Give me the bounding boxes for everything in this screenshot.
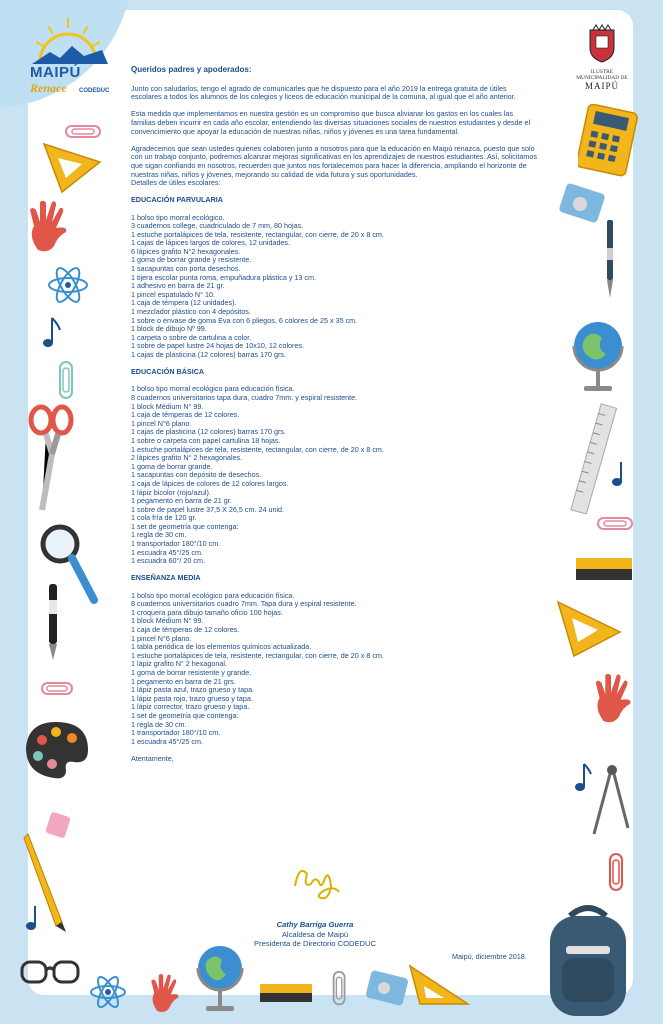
section-title-media: ENSEÑANZA MEDIA (131, 573, 201, 583)
glasses-icon (18, 956, 84, 992)
list-item: 1 regla de 30 cm. (131, 719, 187, 729)
list-item: 6 lápices grafito N°2 hexagonales. (131, 246, 241, 256)
municipality-line3: MAIPÚ (584, 81, 619, 91)
list-item: 1 lápiz bicolor (rojo/azul). (131, 487, 211, 497)
list-item: 1 transportador 180°/10 cm. (131, 539, 221, 549)
list-item: 1 caja de lápices de colores de 12 colores largos. (131, 478, 289, 488)
list-item: 1 escuadra 60°/ 20 cm. (131, 556, 205, 566)
list-item: 1 pincel N°6 plano. (131, 633, 192, 643)
list-item: 1 pincel N°6 plano. (131, 418, 192, 428)
municipality-line1: ILUSTRE (590, 69, 614, 75)
details-label: Detalles de útiles escolares: (131, 178, 221, 188)
eraser-icon-2 (258, 982, 314, 1004)
pen-icon (44, 580, 64, 664)
list-item: 1 estuche portalápices de tela, resistente, rectangular, con cierre, de 20 x 8 cm. (131, 650, 384, 660)
list-item: 1 sobre o envase de goma Eva con 6 pliegos, 6 colores de 25 x 35 cm. (131, 315, 358, 325)
paint-palette-icon (22, 718, 92, 782)
list-item: 1 caja de témpera (12 unidades). (131, 298, 237, 308)
sharpener-icon (362, 968, 412, 1008)
municipality-crest (562, 24, 642, 91)
municipality-line2: MUNICIPALIDAD DE (576, 75, 628, 81)
list-item: 1 lápiz pasta rojo, trazo grueso y tapa. (131, 693, 253, 703)
list-item: 1 goma de borrar grande. (131, 461, 213, 471)
paperclip-icon (64, 122, 104, 142)
list-item: 2 lápices grafito N° 2 hexagonales. (131, 453, 243, 463)
signer-role2: Presidenta de Directorio CODEDUC (254, 939, 376, 949)
paperclip-icon-6 (606, 852, 628, 894)
list-item: 8 cuadernos universitarios tapa dura, cuadro 7mm. y espiral resistente. (131, 392, 358, 402)
list-item: 1 lápiz pasta azul, trazo grueso y tapa. (131, 685, 255, 695)
list-item: 1 goma de borrar grande y resistente. (131, 255, 252, 265)
set-square-icon (40, 140, 104, 196)
logo-codeduc: CODEDUC (79, 88, 110, 94)
list-item: 1 bolso tipo morral ecológico para educación física. (131, 384, 295, 394)
scissors-icon (28, 404, 74, 514)
sharpener-icon-2 (556, 180, 608, 228)
list-item: 1 bolso tipo morral ecológico. (131, 212, 225, 222)
list-item: 8 cuadernos universitarios cuadro 7mm. Tapa dura y espiral resistente. (131, 599, 357, 609)
painted-hand-icon-2 (142, 972, 186, 1014)
paragraph-1: Junto con saludarlos, tengo el agrado de comunicarles que he dispuesto para el año 2019 la entrega gratuita de útiles escolares a todos los alumnos de los colegios y liceos de educación municipal de la comuna, al igual que el año anterior. (131, 83, 516, 102)
signer-role1: Alcaldesa de Maipú (281, 929, 349, 939)
list-item: 1 sobre de papel lustre 37,5 X 26,5 cm. 24 unid. (131, 504, 285, 514)
list-item: 1 adhesivo en barra de 21 gr. (131, 281, 225, 291)
list-item: 1 set de geometría que contenga: (131, 710, 239, 720)
paperclip-icon-3 (40, 680, 76, 698)
signature-icon (285, 856, 345, 906)
list-item: 1 block Médium N° 99. (131, 616, 204, 626)
list-item: 1 caja de témperas de 12 colores. (131, 625, 240, 634)
signer-name: Cathy Barriga Guerra (276, 920, 354, 929)
atom-icon (46, 263, 90, 307)
calculator-icon (578, 104, 638, 178)
mechanical-pencil-icon (602, 218, 618, 300)
list-item: 1 cajas de plasticina (12 colores) barras 170 grs. (131, 427, 287, 437)
list-item: 1 sobre o carpeta con papel cartulina 18 hojas. (131, 435, 281, 445)
ruler-icon (566, 402, 624, 514)
music-note-icon-3 (612, 460, 628, 488)
list-item: 1 transportador 180°/10 cm. (131, 728, 221, 738)
closing: Atentamente, (131, 753, 174, 763)
paperclip-icon-4 (330, 968, 350, 1010)
list-item: 1 bolso tipo morral ecológico para educación física. (131, 590, 295, 600)
list-item: 1 cola fría de 120 gr. (131, 513, 197, 523)
logo-brand: MAIPÚ (30, 64, 81, 81)
letter-content (131, 66, 539, 764)
paragraph-3: Agradecemos que sean ustedes quienes colaboren junto a nosotros para que la educación en Maipú renazca, puesto que solo con un trabajo conjunto, podremos alcanzar mejoras significativas en los aprendizajes de nuestros estudiantes. Así, solicitamos que sigan confiando en nosotros, recuerden que juntos nos fortalecemos para hacer la diferencia, ampliando el horizonte de nuestras niñas, niños y jóvenes, mejorando su calidad de vida futura y sus oportunidades. (131, 143, 537, 179)
maipu-renace-logo (10, 10, 120, 100)
list-item: 1 lápiz grafito N° 2 hexagonal. (131, 659, 227, 669)
item-list-basica (131, 385, 539, 565)
list-item: 1 sacapuntas con depósito de desechos. (131, 470, 262, 480)
list-item: 1 cajas de lápices largos de colores, 12 unidades. (131, 238, 291, 248)
list-item: 1 pincel espatulado N° 10. (131, 289, 215, 299)
painted-hand-icon-3 (590, 670, 634, 726)
section-title-basica: EDUCACIÓN BÁSICA (131, 367, 205, 377)
greeting: Queridos padres y apoderados: (131, 65, 252, 74)
list-item: 1 tabla periódica de los elementos químicos actualizada. (131, 642, 312, 652)
letter-date: Maipú, diciembre 2018. (452, 952, 527, 961)
list-item: 1 carpeta o sobre de cartulina a color. (131, 332, 252, 342)
crest-shield-icon (587, 24, 617, 64)
list-item: 1 sacapuntas con porta desechos. (131, 264, 241, 274)
globe-icon-2 (566, 314, 630, 396)
paperclip-icon-5 (596, 514, 636, 534)
list-item: 1 mezclador plástico con 4 depósitos. (131, 307, 251, 317)
list-item: 3 cuadernos college, cuadriculado de 7 mm, 80 hojas. (131, 221, 304, 231)
item-list-media (131, 592, 539, 747)
list-item: 1 cajas de plasticina (12 colores) barras 170 grs. (131, 350, 287, 359)
list-item: 1 goma de borrar resistente y grande. (131, 667, 252, 677)
list-item: 1 tijera escolar punta roma, empuñadura plástica y 13 cm. (131, 272, 316, 282)
list-item: 1 estuche portalápices de tela, resistente, rectangular, con cierre, de 20 x 8 cm. (131, 229, 384, 239)
globe-icon (190, 938, 250, 1018)
list-item: 1 lápiz corrector, trazo grueso y tapa. (131, 702, 250, 712)
atom-icon-2 (88, 972, 128, 1012)
set-square-icon-3 (554, 598, 624, 660)
list-item: 1 sobre de papel lustre 24 hojas de 10x10, 12 colores. (131, 341, 305, 351)
compass-icon (588, 762, 632, 838)
music-note-icon-2 (26, 904, 42, 932)
signer-block (230, 920, 400, 949)
paperclip-icon-2 (56, 360, 78, 402)
eraser-icon-3 (574, 556, 634, 584)
list-item: 1 estuche portalápices de tela, resistente, rectangular, con cierre, de 20 x 8 cm. (131, 444, 384, 454)
set-square-icon-2 (406, 954, 472, 1008)
list-item: 1 pegamento en barra de 21 grs. (131, 676, 236, 686)
list-item: 1 block Médium N° 99. (131, 401, 204, 411)
list-item: 1 pegamento en barra de 21 gr. (131, 496, 232, 506)
sun-icon (10, 10, 120, 70)
section-title-parvularia: EDUCACIÓN PARVULARIA (131, 195, 223, 205)
paragraph-2: Esta medida que implementamos en nuestra gestión es un compromiso que busca alivianar los gastos en los cuales las familias deben incurrir en cada año escolar, entendiendo las diversas situaciones sociales de nuestros estudiantes y desde el convencimiento que apoyar la educación de nuestras niñas, niños y jóvenes es una tarea fundamental. (131, 109, 531, 136)
list-item: 1 escuadra 45°/25 cm. (131, 736, 203, 746)
backpack-icon (540, 902, 636, 1018)
list-item: 1 croquera para dibujo tamaño oficio 100 hojas. (131, 607, 283, 617)
list-item: 1 escuadra 45°/25 cm. (131, 547, 203, 557)
list-item: 1 caja de témperas de 12 colores. (131, 410, 240, 420)
music-note-icon (42, 316, 62, 350)
logo-tagline: Renace (30, 81, 67, 95)
list-item: 1 regla de 30 cm. (131, 530, 187, 540)
list-item: 1 block de dibujo Nº 99. (131, 324, 207, 334)
list-item: 1 set de geometría que contenga: (131, 521, 239, 531)
painted-hand-icon (24, 198, 70, 254)
item-list-parvularia (131, 214, 539, 360)
